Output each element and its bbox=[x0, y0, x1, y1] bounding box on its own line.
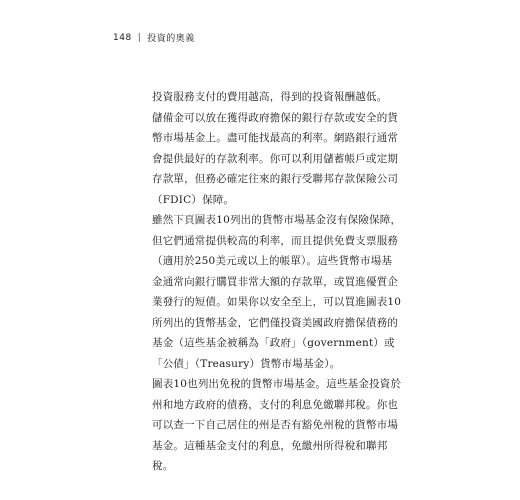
text-line: 會提供最好的存款利率。你可以利用儲蓄帳戶或定期 bbox=[152, 152, 399, 165]
running-head bbox=[113, 31, 195, 44]
page-number: 148 bbox=[113, 32, 132, 43]
text-line: （FDIC）保障。 bbox=[152, 193, 235, 206]
text-line: 存款單，但務必確定往來的銀行受聯邦存款保險公司 bbox=[152, 173, 399, 185]
text-line: 儲備金可以放在獲得政府擔保的銀行存款或安全的貨 bbox=[152, 111, 399, 124]
text-line: 投資服務支付的費用越高，得到的投資報酬越低。 bbox=[152, 91, 388, 103]
text-line: 基金（這些基金被稱為「政府」（government）或 bbox=[152, 337, 395, 349]
text-line: （適用於250美元或以上的帳單）。這些貨幣市場基 bbox=[152, 255, 393, 267]
text-line: 圖表10也列出免稅的貨幣市場基金。這些基金投資於 bbox=[152, 378, 402, 390]
text-line: 幣市場基金上。盡可能找最高的利率。網路銀行通常 bbox=[152, 132, 399, 144]
book-title: 投資的奧義 bbox=[147, 34, 195, 44]
text-line: 雖然下頁圖表10列出的貨幣市場基金沒有保險保障， bbox=[152, 214, 402, 226]
body-text bbox=[152, 87, 402, 477]
text-line: 可以查一下自己居住的州是否有豁免州稅的貨幣市場 bbox=[152, 419, 399, 431]
text-line: 所列出的貨幣基金，它們僅投資美國政府擔保債務的 bbox=[152, 316, 399, 329]
text-line: 業發行的短債。如果你以安全至上，可以買進圖表10 bbox=[152, 296, 402, 308]
text-line: 金通常向銀行購買非常大額的存款單，或買進優質企 bbox=[152, 275, 399, 288]
text-line: 州和地方政府的債務，支付的利息免繳聯邦稅。你也 bbox=[152, 398, 399, 411]
header-separator: | bbox=[137, 32, 142, 43]
text-line: 但它們通常提供較高的利率，而且提供免費支票服務 bbox=[152, 234, 399, 247]
text-line: 「公債」（Treasury）貨幣市場基金）。 bbox=[152, 357, 341, 370]
text-line: 稅。 bbox=[152, 460, 174, 472]
text-line: 基金。這種基金支付的利息，免繳州所得稅和聯邦 bbox=[152, 439, 388, 452]
